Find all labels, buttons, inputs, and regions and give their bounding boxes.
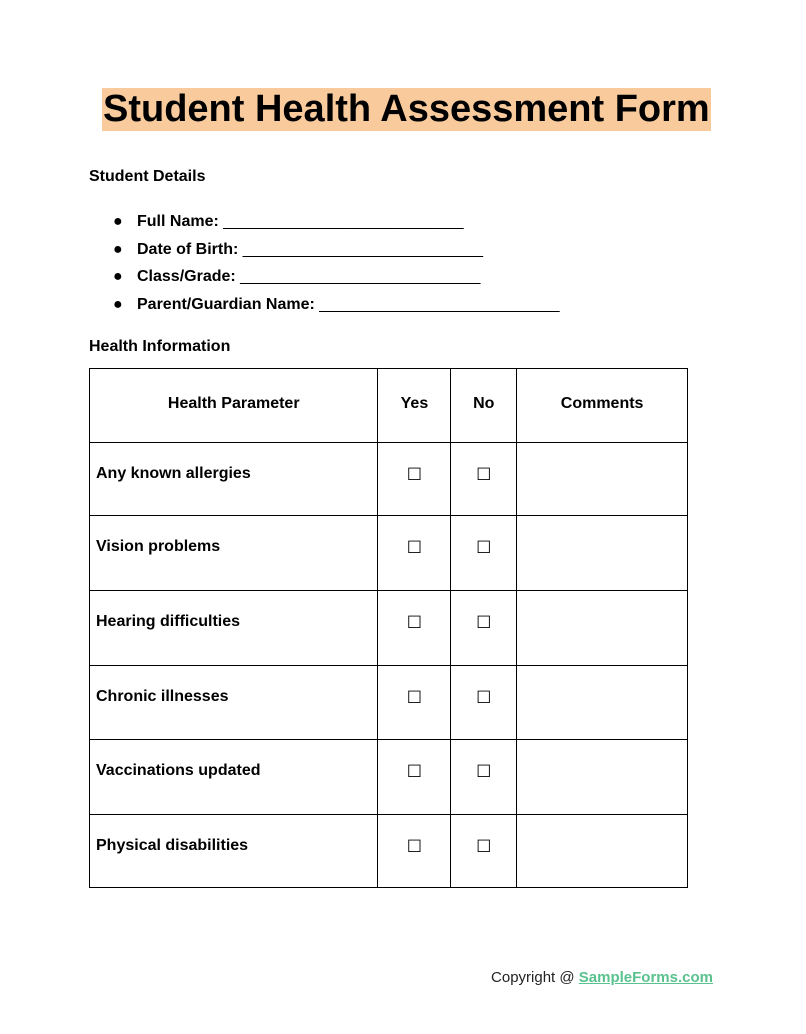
column-header: Health Parameter [90, 369, 378, 443]
table-header-row [90, 369, 688, 443]
no-checkbox[interactable]: ☐ [451, 591, 517, 666]
no-checkbox[interactable]: ☐ [451, 516, 517, 591]
parameter-cell: Chronic illnesses [90, 666, 378, 740]
comments-cell[interactable] [517, 740, 688, 815]
field-label: Full Name: [137, 213, 219, 230]
bullet-icon: ● [113, 295, 123, 313]
no-checkbox[interactable]: ☐ [451, 666, 517, 740]
yes-checkbox[interactable]: ☐ [378, 591, 451, 666]
field-label: Parent/Guardian Name: [137, 295, 315, 313]
parameter-cell: Physical disabilities [90, 815, 378, 888]
no-checkbox[interactable]: ☐ [451, 815, 517, 888]
comments-cell[interactable] [517, 591, 688, 666]
yes-checkbox[interactable]: ☐ [378, 516, 451, 591]
field-blank[interactable]: ___________________________ [319, 295, 560, 313]
footer [491, 969, 713, 986]
parameter-cell: Vaccinations updated [90, 740, 378, 815]
comments-cell[interactable] [517, 815, 688, 888]
sampleforms-link[interactable]: SampleForms.com [578, 969, 713, 986]
table-row [90, 815, 688, 888]
parameter-cell: Hearing difficulties [90, 591, 378, 666]
field-blank[interactable]: ___________________________ [242, 240, 484, 258]
no-checkbox[interactable]: ☐ [451, 443, 517, 516]
copyright-text: Copyright @ [491, 969, 579, 986]
health-table [89, 368, 688, 888]
yes-checkbox[interactable]: ☐ [378, 443, 451, 516]
parameter-cell: Any known allergies [90, 443, 378, 516]
student-details-list [113, 211, 560, 321]
field-date-of-birth[interactable] [113, 239, 560, 267]
table-row [90, 666, 688, 740]
field-class-grade[interactable] [113, 266, 560, 294]
column-header: Yes [378, 369, 451, 443]
health-information-heading: Health Information [89, 338, 231, 355]
bullet-icon: ● [113, 268, 123, 286]
field-blank[interactable]: ___________________________ [240, 268, 481, 286]
column-header: No [451, 369, 517, 443]
field-label: Class/Grade: [137, 268, 236, 286]
no-checkbox[interactable]: ☐ [451, 740, 517, 815]
yes-checkbox[interactable]: ☐ [378, 666, 451, 740]
field-parent-guardian-name[interactable] [113, 294, 560, 322]
field-label: Date of Birth: [137, 240, 239, 258]
comments-cell[interactable] [517, 666, 688, 740]
field-blank[interactable]: ___________________________ [223, 213, 464, 230]
bullet-icon: ● [113, 213, 123, 230]
table-row [90, 740, 688, 815]
table-row [90, 443, 688, 516]
student-details-heading: Student Details [89, 168, 206, 185]
field-full-name[interactable] [113, 211, 560, 239]
comments-cell[interactable] [517, 516, 688, 591]
yes-checkbox[interactable]: ☐ [378, 815, 451, 888]
table-row [90, 516, 688, 591]
table-row [90, 591, 688, 666]
page-title: Student Health Assessment Form [103, 88, 710, 130]
column-header: Comments [517, 369, 688, 443]
comments-cell[interactable] [517, 443, 688, 516]
parameter-cell: Vision problems [90, 516, 378, 591]
yes-checkbox[interactable]: ☐ [378, 740, 451, 815]
bullet-icon: ● [113, 240, 123, 258]
